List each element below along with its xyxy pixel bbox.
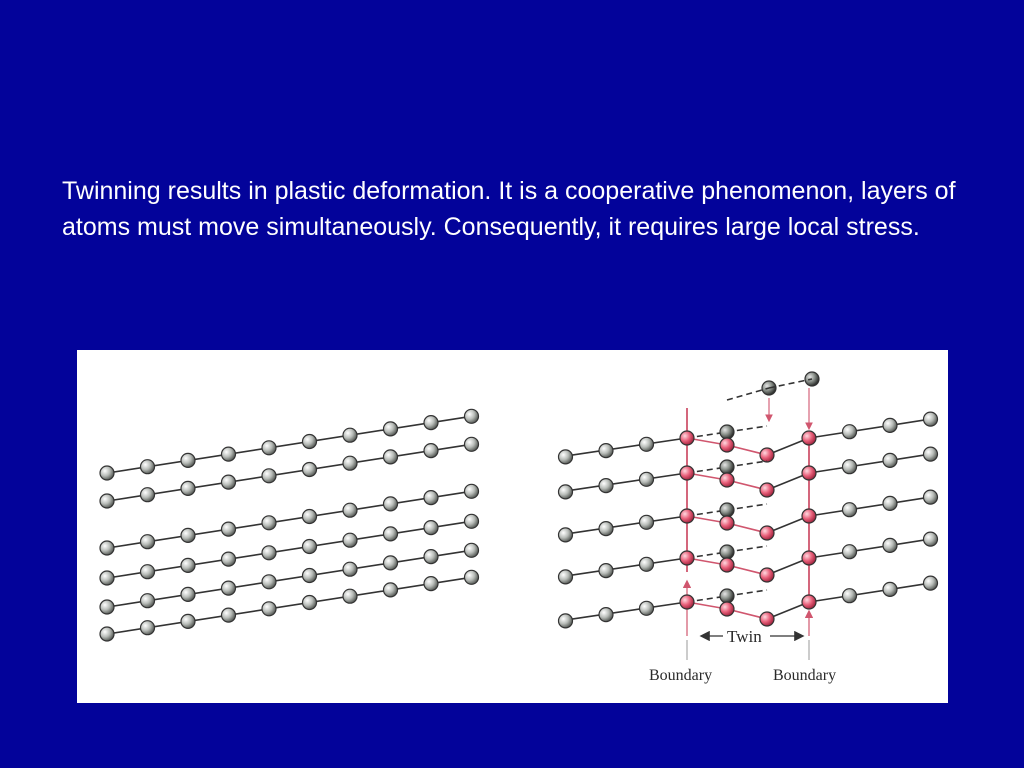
lattice-atom bbox=[640, 515, 654, 529]
lattice-atom bbox=[424, 416, 438, 430]
lattice-atom bbox=[384, 556, 398, 570]
lattice-atom bbox=[883, 453, 897, 467]
lattice-atom bbox=[424, 444, 438, 458]
lattice-atom bbox=[640, 437, 654, 451]
twin-atom bbox=[760, 568, 774, 582]
lattice-atom bbox=[100, 494, 114, 508]
original-position-atom bbox=[720, 460, 734, 474]
lattice-atom bbox=[465, 514, 479, 528]
lattice-atom bbox=[343, 589, 357, 603]
lattice-atom bbox=[924, 490, 938, 504]
lattice-atom bbox=[100, 600, 114, 614]
twin-atom bbox=[802, 466, 816, 480]
boundary-label-left: Boundary bbox=[649, 667, 713, 684]
lattice-atom bbox=[222, 552, 236, 566]
lattice-atom bbox=[559, 450, 573, 464]
lattice-atom bbox=[924, 412, 938, 426]
lattice-atom bbox=[303, 540, 317, 554]
lattice-atom bbox=[343, 428, 357, 442]
lattice-atom bbox=[640, 601, 654, 615]
lattice-atom bbox=[141, 594, 155, 608]
lattice-atom bbox=[262, 546, 276, 560]
twinning-diagram bbox=[77, 350, 948, 703]
lattice-atom bbox=[465, 437, 479, 451]
original-position-atom bbox=[720, 503, 734, 517]
lattice-atom bbox=[222, 447, 236, 461]
lattice-row-bond bbox=[809, 454, 931, 473]
twin-atom bbox=[680, 431, 694, 445]
lattice-atom bbox=[559, 485, 573, 499]
lattice-atom bbox=[599, 564, 613, 578]
lattice-atom bbox=[181, 453, 195, 467]
twin-atom bbox=[680, 509, 694, 523]
lattice-row-bond bbox=[809, 539, 931, 558]
original-position-atom bbox=[720, 425, 734, 439]
lattice-atom bbox=[100, 466, 114, 480]
lattice-row-bond bbox=[560, 516, 688, 535]
lattice-row-bond bbox=[809, 419, 931, 438]
lattice-atom bbox=[559, 570, 573, 584]
lattice-atom bbox=[883, 418, 897, 432]
original-position-atom bbox=[720, 545, 734, 559]
lattice-atom bbox=[465, 409, 479, 423]
twin-atom bbox=[760, 526, 774, 540]
twin-atom bbox=[680, 595, 694, 609]
lattice-atom bbox=[141, 565, 155, 579]
twin-atom bbox=[802, 431, 816, 445]
lattice-atom bbox=[559, 614, 573, 628]
twin-atom bbox=[802, 551, 816, 565]
lattice-atom bbox=[141, 621, 155, 635]
lattice-row-bond bbox=[101, 491, 472, 549]
lattice-atom bbox=[883, 496, 897, 510]
lattice-atom bbox=[181, 587, 195, 601]
lattice-row-bond bbox=[101, 416, 472, 474]
lattice-atom bbox=[343, 562, 357, 576]
lattice-atom bbox=[924, 576, 938, 590]
twin-atom bbox=[720, 558, 734, 572]
lattice-atom bbox=[222, 581, 236, 595]
lattice-row-bond bbox=[809, 583, 931, 602]
lattice-row-bond bbox=[560, 438, 688, 457]
lattice-atom bbox=[141, 535, 155, 549]
twin-atom bbox=[760, 612, 774, 626]
lattice-atom bbox=[465, 484, 479, 498]
lattice-atom bbox=[384, 422, 398, 436]
twinned-lattice bbox=[559, 372, 938, 660]
lattice-atom bbox=[222, 522, 236, 536]
lattice-atom bbox=[343, 456, 357, 470]
original-position-atom bbox=[720, 589, 734, 603]
twin-atom bbox=[802, 509, 816, 523]
lattice-atom bbox=[883, 582, 897, 596]
lattice-atom bbox=[181, 481, 195, 495]
lattice-atom bbox=[181, 528, 195, 542]
lattice-atom bbox=[141, 460, 155, 474]
lattice-row-bond bbox=[560, 473, 688, 492]
lattice-atom bbox=[303, 510, 317, 524]
twin-atom bbox=[720, 473, 734, 487]
lattice-atom bbox=[100, 571, 114, 585]
twin-atom bbox=[680, 466, 694, 480]
slide-body-text: Twinning results in plastic deformation. It is a cooperative phenomenon, layers of atoms must move simultaneously. Consequently, it requires large local stress. bbox=[62, 177, 956, 241]
lattice-atom bbox=[100, 627, 114, 641]
lattice-atom bbox=[843, 425, 857, 439]
twin-atom bbox=[680, 551, 694, 565]
twin-atom bbox=[760, 448, 774, 462]
lattice-atom bbox=[599, 444, 613, 458]
lattice-atom bbox=[222, 608, 236, 622]
boundary-label-right: Boundary bbox=[773, 667, 837, 684]
lattice-atom bbox=[262, 602, 276, 616]
lattice-atom bbox=[599, 522, 613, 536]
lattice-atom bbox=[303, 596, 317, 610]
lattice-row-bond bbox=[809, 497, 931, 516]
twinning-diagram-svg bbox=[77, 350, 948, 703]
lattice-atom bbox=[424, 521, 438, 535]
twin-atom bbox=[720, 516, 734, 530]
lattice-atom bbox=[141, 488, 155, 502]
lattice-atom bbox=[262, 469, 276, 483]
lattice-atom bbox=[883, 538, 897, 552]
lattice-atom bbox=[262, 575, 276, 589]
lattice-atom bbox=[640, 557, 654, 571]
twin-label: Twin bbox=[727, 627, 762, 646]
lattice-row-bond bbox=[101, 444, 472, 502]
lattice-atom bbox=[303, 435, 317, 449]
twin-atom bbox=[802, 595, 816, 609]
lattice-atom bbox=[181, 558, 195, 572]
lattice-atom bbox=[843, 503, 857, 517]
lattice-row-bond bbox=[101, 521, 472, 579]
lattice-atom bbox=[424, 491, 438, 505]
lattice-atom bbox=[424, 550, 438, 564]
lattice-atom bbox=[843, 589, 857, 603]
lattice-atom bbox=[843, 460, 857, 474]
lattice-atom bbox=[262, 441, 276, 455]
lattice-atom bbox=[465, 543, 479, 557]
lattice-atom bbox=[343, 503, 357, 517]
diagram-labels bbox=[649, 627, 836, 684]
lattice-atom bbox=[640, 472, 654, 486]
lattice-atom bbox=[599, 479, 613, 493]
lattice-atom bbox=[384, 497, 398, 511]
lattice-atom bbox=[303, 569, 317, 583]
twin-atom bbox=[720, 438, 734, 452]
lattice-atom bbox=[100, 541, 114, 555]
lattice-atom bbox=[384, 583, 398, 597]
lattice-atom bbox=[222, 475, 236, 489]
lattice-atom bbox=[924, 532, 938, 546]
twin-atom bbox=[720, 602, 734, 616]
lattice-row-bond bbox=[560, 602, 688, 621]
lattice-atom bbox=[181, 614, 195, 628]
twin-atom bbox=[760, 483, 774, 497]
lattice-atom bbox=[343, 533, 357, 547]
lattice-atom bbox=[424, 577, 438, 591]
lattice-atom bbox=[843, 545, 857, 559]
lattice-atom bbox=[924, 447, 938, 461]
lattice-atom bbox=[559, 528, 573, 542]
lattice-atom bbox=[262, 516, 276, 530]
lattice-atom bbox=[384, 450, 398, 464]
lattice-row-bond bbox=[101, 577, 472, 635]
lattice-row-bond bbox=[101, 550, 472, 608]
lattice-atom bbox=[384, 527, 398, 541]
lattice-atom bbox=[303, 463, 317, 477]
lattice-row-bond bbox=[560, 558, 688, 577]
lattice-atom bbox=[465, 570, 479, 584]
lattice-atom bbox=[599, 608, 613, 622]
original-lattice bbox=[100, 409, 479, 641]
